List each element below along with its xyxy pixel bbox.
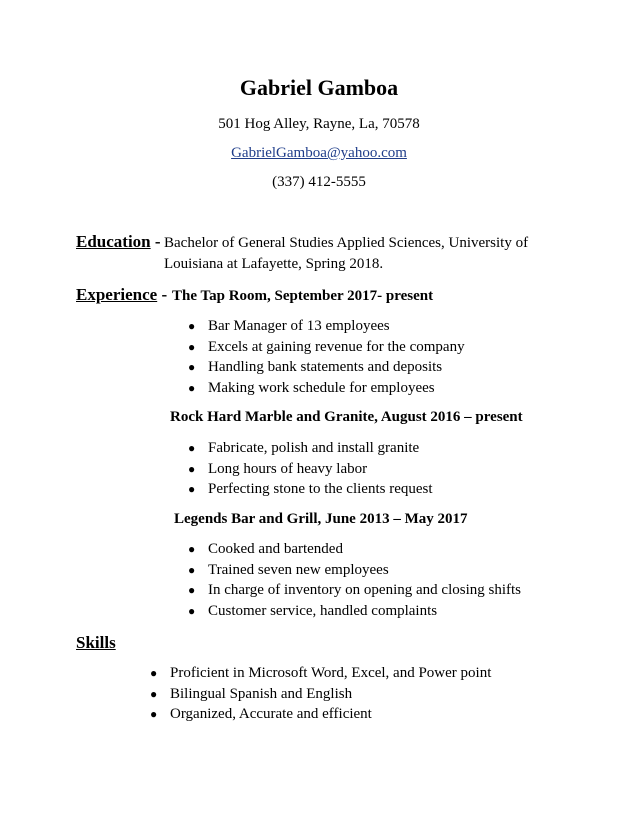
list-item: ● Excels at gaining revenue for the company — [186, 337, 465, 358]
bullet-icon: ● — [150, 666, 158, 680]
list-item: ● Organized, Accurate and efficient — [148, 704, 491, 725]
job-title: Rock Hard Marble and Granite, August 2016 – present — [170, 409, 523, 425]
list-item: ● In charge of inventory on opening and closing shifts — [186, 580, 521, 601]
address: 501 Hog Alley, Rayne, La, 70578 — [218, 116, 420, 132]
phone: (337) 412-5555 — [272, 174, 366, 190]
bullet-icon: ● — [188, 482, 196, 496]
list-item: ● Fabricate, polish and install granite — [186, 438, 433, 459]
bullet-icon: ● — [188, 360, 196, 374]
bullet-icon: ● — [150, 707, 158, 721]
education-line-2: Louisiana at Lafayette, Spring 2018. — [164, 256, 384, 272]
education-label: Education — [76, 232, 151, 251]
education-separator: - — [154, 232, 161, 251]
list-item: ● Making work schedule for employees — [186, 378, 465, 399]
skills-label: Skills — [76, 633, 116, 652]
job-title: Legends Bar and Grill, June 2013 – May 2017 — [174, 511, 468, 527]
experience-heading — [76, 284, 167, 306]
bullet-icon: ● — [150, 686, 158, 701]
email-line — [0, 143, 638, 163]
education-heading — [76, 231, 161, 253]
list-item: ● Handling bank statements and deposits — [186, 357, 465, 378]
job-duties-list — [186, 539, 521, 621]
list-item: ● Long hours of heavy labor — [186, 459, 433, 480]
bullet-icon: ● — [188, 562, 196, 577]
list-item: ● Trained seven new employees — [186, 560, 521, 581]
list-item: ● Proficient in Microsoft Word, Excel, and Power point — [148, 663, 491, 684]
skills-heading — [76, 632, 116, 654]
bullet-icon: ● — [188, 603, 196, 618]
email-link[interactable]: GabrielGamboa@yahoo.com — [231, 145, 407, 161]
list-item: ● Bar Manager of 13 employees — [186, 316, 465, 337]
bullet-icon: ● — [188, 339, 196, 354]
bullet-icon: ● — [188, 542, 196, 556]
list-item: ● Cooked and bartended — [186, 539, 521, 560]
list-item: ● Perfecting stone to the clients request — [186, 479, 433, 500]
experience-label: Experience — [76, 285, 158, 304]
job-title: The Tap Room, September 2017- present — [172, 288, 434, 304]
education-line-1: Bachelor of General Studies Applied Sciences, University of — [164, 235, 529, 251]
list-item: ● Customer service, handled complaints — [186, 601, 521, 622]
job-duties-list — [186, 316, 465, 398]
list-item: ● Bilingual Spanish and English — [148, 684, 491, 705]
applicant-name: Gabriel Gamboa — [239, 75, 399, 100]
bullet-icon: ● — [188, 583, 196, 597]
bullet-icon: ● — [188, 319, 196, 333]
job-duties-list — [186, 438, 433, 500]
skills-list — [148, 663, 491, 725]
bullet-icon: ● — [188, 380, 196, 395]
bullet-icon: ● — [188, 461, 196, 476]
bullet-icon: ● — [188, 441, 196, 455]
experience-separator: - — [161, 285, 168, 304]
